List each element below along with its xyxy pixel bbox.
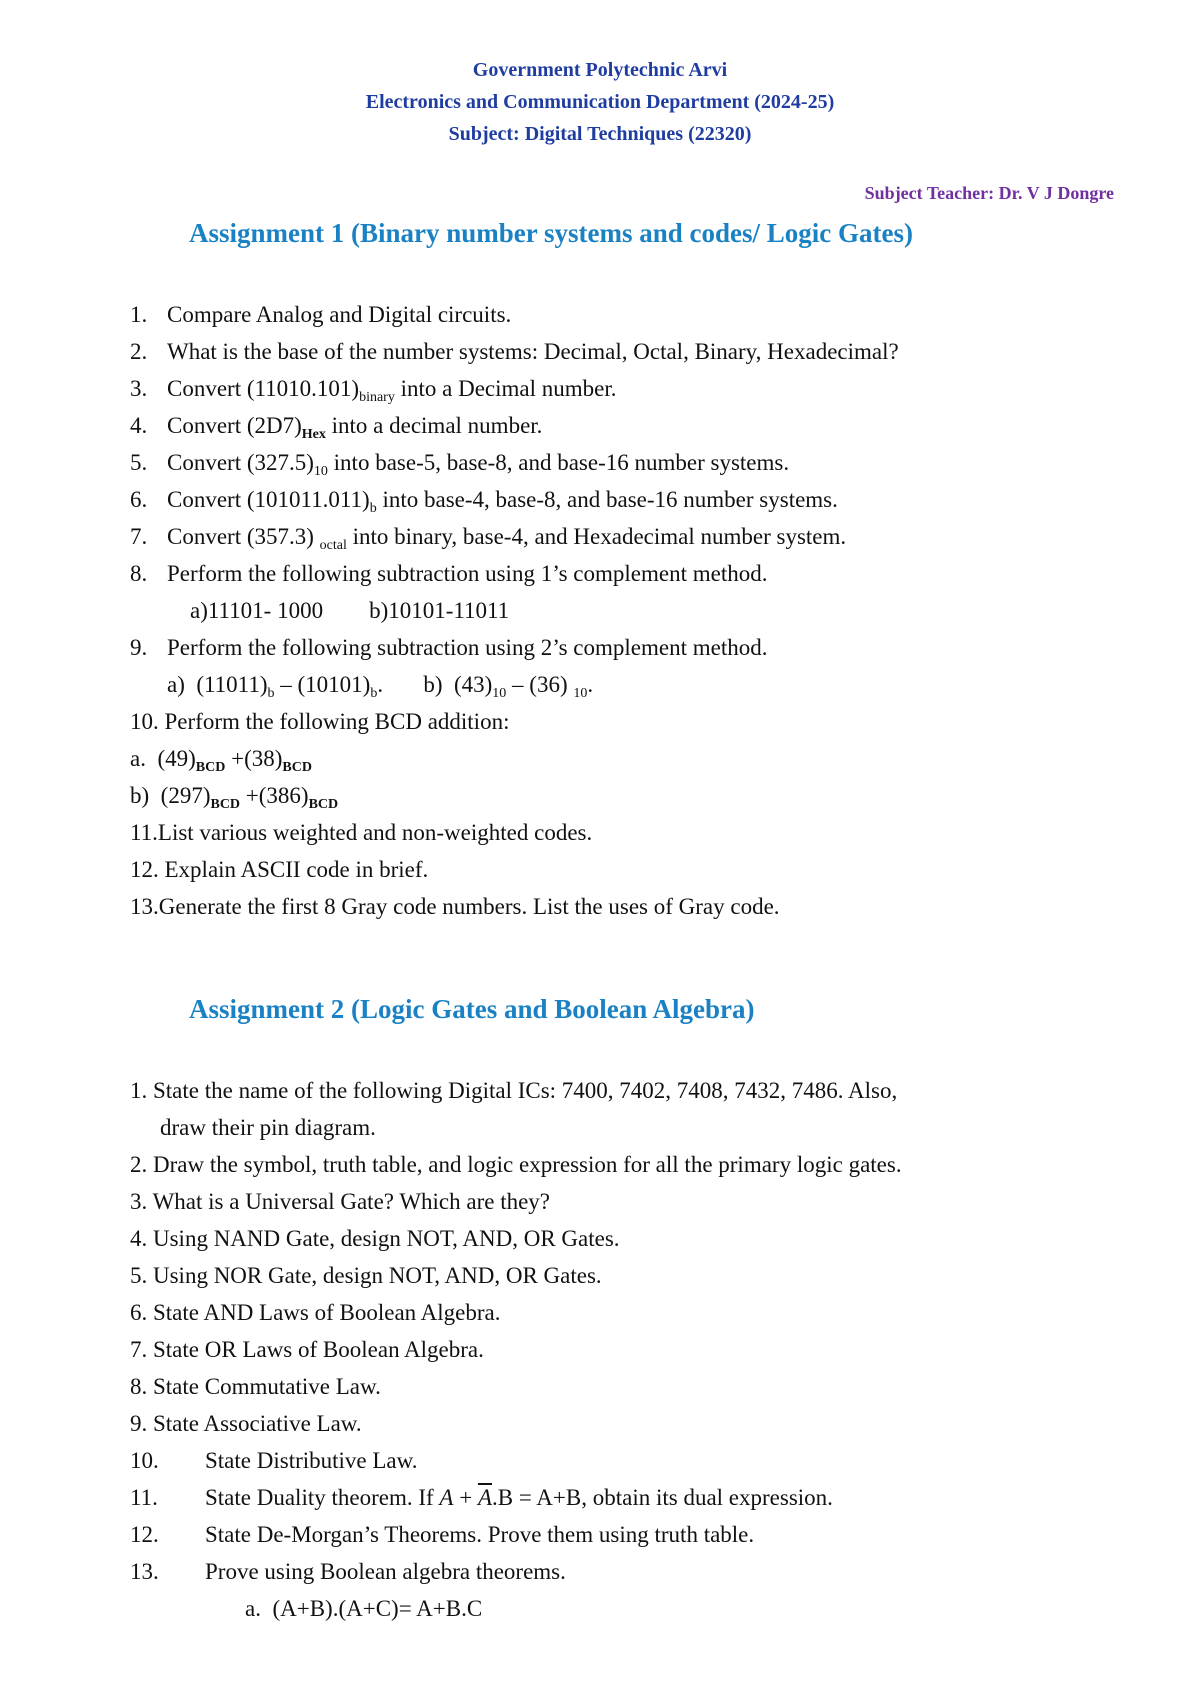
department-name: Electronics and Communication Department (2024-25) bbox=[365, 91, 835, 113]
subject-teacher: Subject Teacher: Dr. V J Dongre bbox=[864, 183, 1114, 203]
subject-name: Subject: Digital Techniques (22320) bbox=[448, 123, 752, 145]
institution-name: Government Polytechnic Arvi bbox=[472, 59, 728, 81]
a-bar-symbol: $\overline{A}$ bbox=[477, 1485, 493, 1510]
assignment-2-title: Assignment 2 (Logic Gates and Boolean Algebra) bbox=[189, 994, 755, 1024]
assignment-1-title: Assignment 1 (Binary number systems and codes/ Logic Gates) bbox=[189, 218, 914, 248]
